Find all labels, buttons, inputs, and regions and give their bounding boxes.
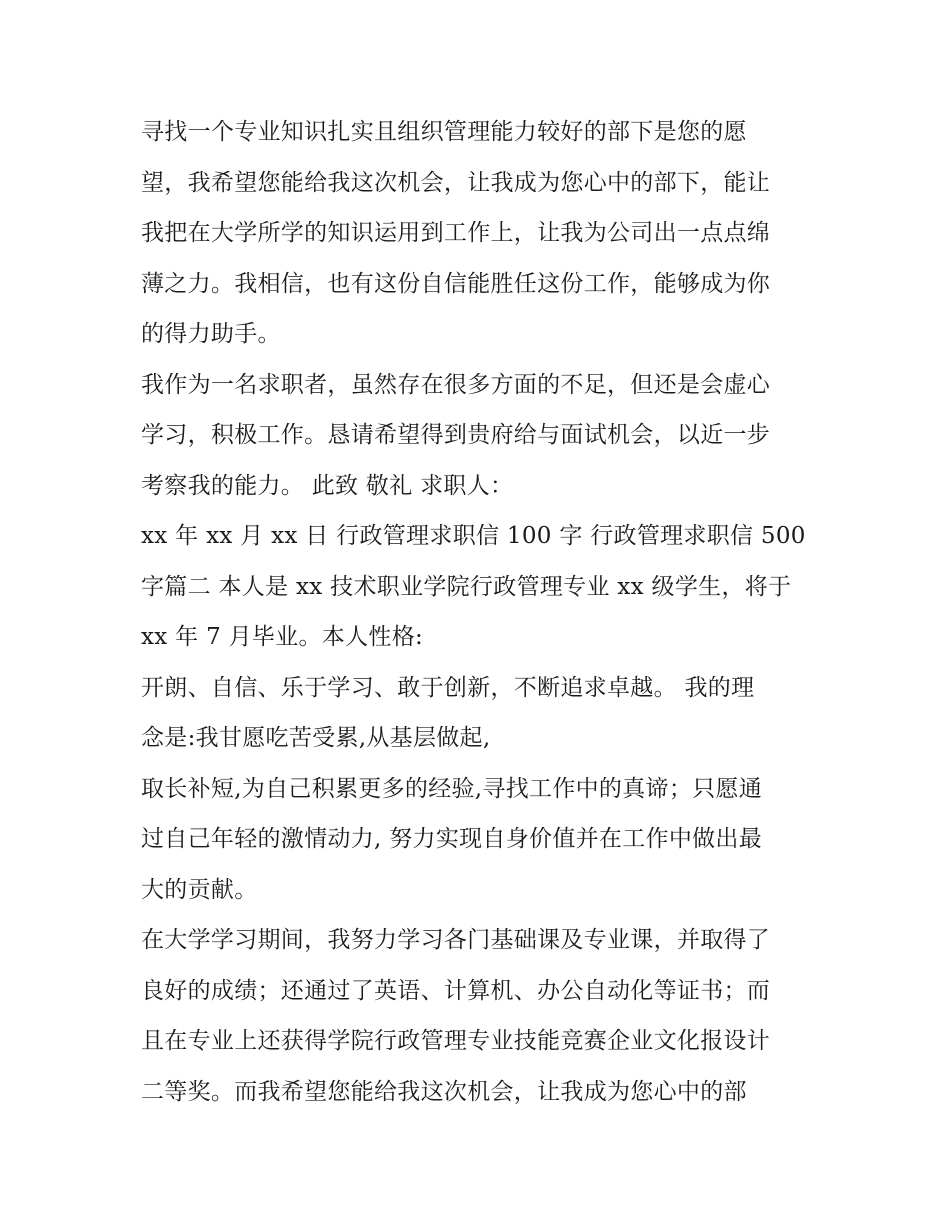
text-line: 寻找一个专业知识扎实且组织管理能力较好的部下是您的愿: [141, 119, 747, 145]
document-body: [141, 107, 821, 1117]
text-line: 良好的成绩；还通过了英语、计算机、办公自动化等证书；而: [141, 977, 771, 1004]
text-line: 望，我希望您能给我这次机会，让我成为您心中的部下，能让: [141, 169, 771, 196]
text-line: 过自己年轻的激情动力, 努力实现自身价值并在工作中做出最: [141, 826, 763, 852]
text-line: 取长补短,为自己积累更多的经验,寻找工作中的真谛；只愿通: [141, 775, 763, 802]
text-line: 字篇二 本人是 xx 技术职业学院行政管理专业 xx 级学生，将于: [141, 573, 792, 600]
text-line: 且在专业上还获得学院行政管理专业技能竞赛企业文化报设计: [141, 1028, 771, 1054]
text-line: 我把在大学所学的知识运用到工作上，让我为公司出一点点绵: [141, 220, 771, 246]
paragraph-5: [141, 764, 821, 916]
text-line: 我作为一名求职者，虽然存在很多方面的不足，但还是会虚心: [141, 371, 771, 398]
text-line: 薄之力。我相信，也有这份自信能胜任这份工作，能够成为你: [141, 270, 771, 297]
paragraph-3: [141, 511, 821, 663]
paragraph-2: [141, 360, 821, 512]
text-line: 在大学学习期间，我努力学习各门基础课及专业课，并取得了: [141, 927, 771, 953]
paragraph-4: [141, 663, 821, 764]
text-line: 考察我的能力。 此致 敬礼 求职人：: [141, 472, 514, 499]
text-line: 念是:我甘愿吃苦受累,从基层做起,: [141, 725, 491, 751]
text-line: xx 年 xx 月 xx 日 行政管理求职信 100 字 行政管理求职信 500: [141, 523, 806, 549]
text-line: 的得力助手。: [141, 321, 281, 347]
paragraph-1: [141, 107, 821, 360]
paragraph-6: [141, 915, 821, 1117]
text-line: 开朗、自信、乐于学习、敢于创新，不断追求卓越。 我的理: [141, 674, 755, 701]
text-line: 大的贡献。: [141, 876, 258, 903]
text-line: 学习，积极工作。恳请希望得到贵府给与面试机会，以近一步: [141, 422, 771, 448]
text-line: 二等奖。而我希望您能给我这次机会，让我成为您心中的部: [141, 1078, 747, 1105]
text-line: xx 年 7 月毕业。本人性格:: [141, 624, 424, 650]
